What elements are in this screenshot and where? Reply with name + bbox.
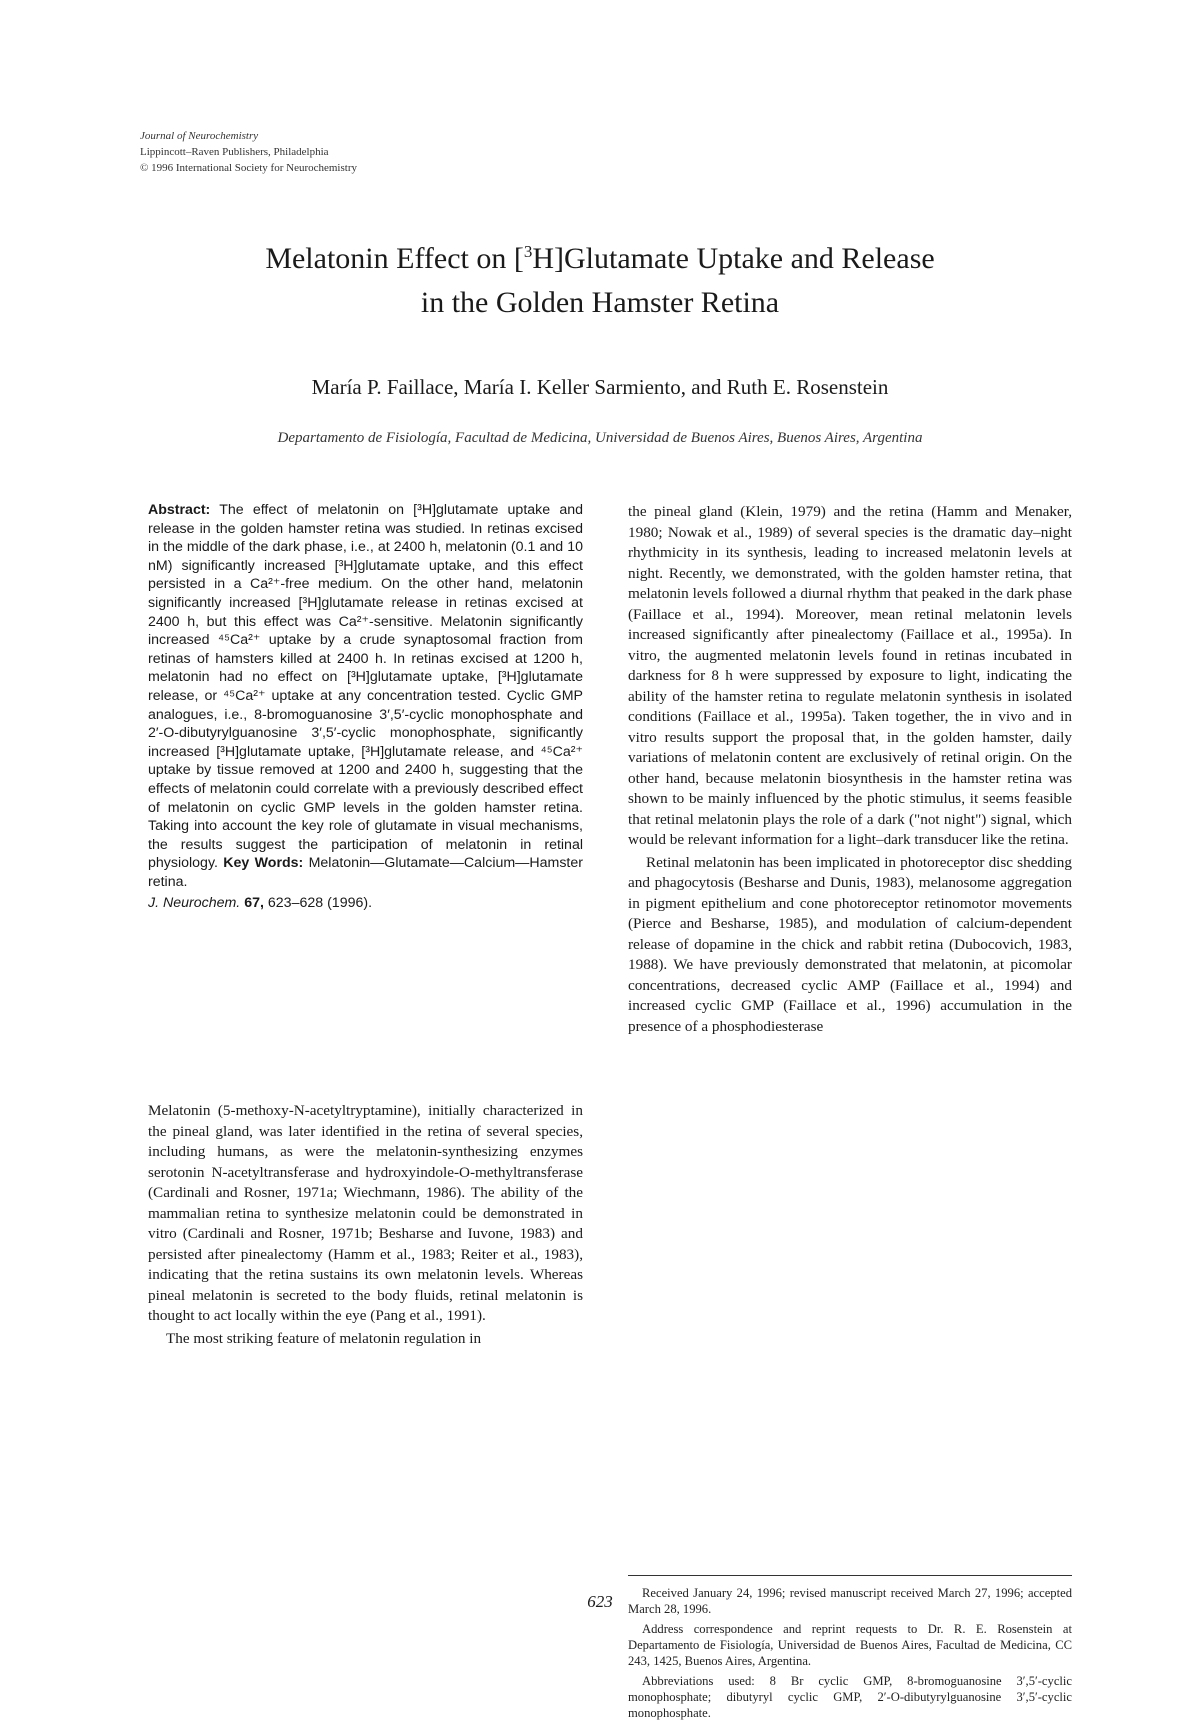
title-line-1: [120, 230, 1080, 281]
author-list: María P. Faillace, María I. Keller Sarmiento, and Ruth E. Rosenstein: [311, 375, 889, 399]
page-number: 623: [587, 1592, 613, 1611]
copyright-line: © 1996 International Society for Neurochemistry: [140, 162, 357, 174]
citation-journal: J. Neurochem.: [148, 895, 241, 912]
abstract-text: The effect of melatonin on [³H]glutamate uptake and release in the golden hamster retina was studied. In retinas excised in the middle of the dark phase, i.e., at 2400 h, melatonin (0.1 and 10 nM) significantly increased [³H]glutamate uptake, and this effect persisted in a Ca²⁺-free medium. On the other hand, melatonin significantly increased [³H]glutamate release in retinas excised at 2400 h, but this effect was Ca²⁺-sensitive. Melatonin significantly increased ⁴⁵Ca²⁺ uptake by a crude synaptosomal fraction from retinas of hamsters killed at 2400 h. In retinas excised at 1200 h, melatonin had no effect on [³H]glutamate uptake, [³H]glutamate release, or ⁴⁵Ca²⁺ uptake at any concentration tested. Cyclic GMP analogues, i.e., 8-bromoguanosine 3′,5′-cyclic monophosphate and 2′-O-dibutyrylguanosine 3′,5′-cyclic monophosphate, significantly increased [³H]glutamate uptake, [³H]glutamate release, and ⁴⁵Ca²⁺ uptake by tissue removed at 1200 and 2400 h, suggesting that the effects of melatonin could correlate with a previously described effect of melatonin on cyclic GMP levels in the golden hamster retina. Taking into account the key role of glutamate in visual mechanisms, the results suggest the participation of melatonin in retinal physiology.: [148, 502, 583, 872]
footnote-abbreviations: Abbreviations used: 8 Br cyclic GMP, 8-bromoguanosine 3′,5′-cyclic monophosphate; dibutyryl cyclic GMP, 2′-O-dibutyrylguanosine 3′,5′-cyclic monophosphate.: [628, 1674, 1072, 1720]
body-paragraph: the pineal gland (Klein, 1979) and the retina (Hamm and Menaker, 1980; Nowak et al., 1989) of several species is the dramatic day–night rhythmicity in its synthesis, leading to increased melatonin levels at night. Recently, we demonstrated, with the golden hamster retina, that melatonin levels followed a diurnal rhythm that peaked in the dark phase (Faillace et al., 1994). Moreover, mean retinal melatonin levels increased significantly after pinealectomy (Faillace et al., 1995a). In vitro, the augmented melatonin levels found in retinas incubated in darkness for 8 h were suppressed by exposure to light, indicating the ability of the hamster retina to regulate melatonin synthesis in isolated conditions (Faillace et al., 1995a). Taken together, the in vivo and in vitro results support the proposal that, in the golden hamster, daily variations of melatonin content are exclusively of retinal origin. On the other hand, because melatonin biosynthesis in the hamster retina was shown to be mainly influenced by the photic stimulus, it seems feasible that retinal melatonin plays the role of a dark ("not night") signal, which would be relevant information for a light–dark transducer like the retina.: [628, 503, 1072, 848]
abstract-paragraph: [148, 501, 583, 891]
title-superscript: 3: [523, 242, 533, 261]
abstract-citation: [148, 894, 583, 913]
body-paragraph: Retinal melatonin has been implicated in photoreceptor disc shedding and phagocytosis (Besharse and Dunis, 1983), melanosome aggregation in pigment epithelium and cone photoreceptor retinomotor movements (Pierce and Besharse, 1985), and modulation of calcium-dependent release of dopamine in the chick and rabbit retina (Dubocovich, 1983, 1988). We have previously demonstrated that melatonin, at picomolar concentrations, decreased cyclic AMP (Faillace et al., 1994) and increased cyclic GMP (Faillace et al., 1996) accumulation in the presence of a phosphodiesterase: [628, 853, 1072, 1035]
citation-volume: 67,: [244, 895, 264, 912]
footnote-received: Received January 24, 1996; revised manuscript received March 27, 1996; accepted March 28, 1996.: [628, 1586, 1072, 1616]
footnotes: [628, 1585, 1072, 1725]
title-line-1-post: H]Glutamate Uptake and Release: [532, 242, 935, 275]
journal-name: Journal of Neurochemistry: [140, 130, 259, 142]
footnote-divider: [628, 1575, 1072, 1576]
body-paragraph: The most striking feature of melatonin regulation in: [166, 1329, 482, 1347]
keywords-label: Key Words:: [223, 855, 304, 872]
journal-header: [140, 128, 357, 176]
abstract-label: Abstract:: [148, 502, 211, 518]
publisher-line: Lippincott–Raven Publishers, Philadelphia: [140, 146, 329, 158]
keywords: Melatonin—Glutamate—Calcium—Hamster retina.: [148, 855, 583, 890]
article-title: [120, 230, 1080, 325]
title-line-2: in the Golden Hamster Retina: [420, 286, 780, 319]
right-column-body: [628, 502, 1072, 1037]
body-paragraph: Melatonin (5-methoxy-N-acetyltryptamine), initially characterized in the pineal gland, was later identified in the retina of several species, including humans, as were the melatonin-synthesizing enzymes serotonin N-acetyltransferase and hydroxyindole-O-methyltransferase (Cardinali and Rosner, 1971a; Wiechmann, 1986). The ability of the mammalian retina to synthesize melatonin could be demonstrated in vitro (Cardinali and Rosner, 1971b; Besharse and Iuvone, 1983) and persisted after pinealectomy (Hamm et al., 1983; Reiter et al., 1983), indicating that the retina sustains its own melatonin levels. Whereas pineal melatonin is secreted to the body fluids, retinal melatonin is thought to act locally within the eye (Pang et al., 1991).: [148, 1102, 583, 1324]
left-column-body: [148, 1101, 583, 1349]
affiliation: Departamento de Fisiología, Facultad de Medicina, Universidad de Buenos Aires, Buenos Aires, Argentina: [277, 430, 923, 446]
citation-pages: 623–628 (1996).: [267, 895, 373, 912]
abstract: [148, 501, 583, 913]
footnote-correspondence: Address correspondence and reprint requests to Dr. R. E. Rosenstein at Departamento de Fisiología, Universidad de Buenos Aires, Facultad de Medicina, CC 243, 1425, Buenos Aires, Argentina.: [628, 1622, 1072, 1668]
title-line-1-pre: Melatonin Effect on [: [265, 242, 524, 275]
